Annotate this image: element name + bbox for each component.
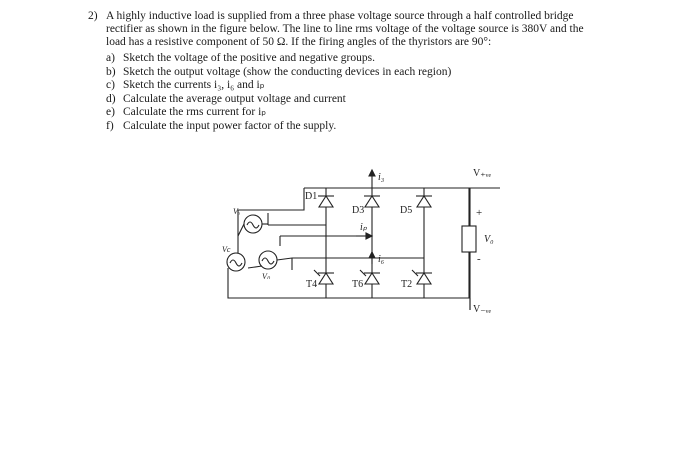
label-t2: T2 — [401, 279, 413, 290]
label-vminus: V₋ᵥₑ — [473, 304, 492, 315]
question-line: load has a resistive component of 50 Ω. If the firing angles of the thyristors are 90°: — [106, 36, 492, 48]
diode-d1 — [318, 196, 334, 207]
diode-d3 — [364, 196, 380, 207]
load-resistor — [462, 226, 476, 252]
label-vo: V₀ — [484, 234, 494, 245]
label-i3: i₃ — [378, 172, 385, 183]
diode-d5 — [416, 196, 432, 207]
label-t4: T4 — [306, 279, 318, 290]
question-line: rectifier as shown in the figure below. The line to line rms voltage of the voltage source is 380V and the — [106, 23, 584, 35]
label-i6: i₆ — [378, 254, 385, 265]
label-d3: D3 — [352, 205, 365, 216]
part-b: b) Sketch the output voltage (show the conducting devices in each region) — [106, 65, 452, 78]
label-vb: Vₙ — [262, 272, 271, 281]
part-f: f) Calculate the input power factor of the supply. — [106, 119, 337, 132]
part-c: c) Sketch the currents i₃, i₆ and iₚ — [106, 79, 265, 92]
label-d1: D1 — [305, 191, 318, 202]
question-line: A highly inductive load is supplied from a three phase voltage source through a half controlled bridge — [106, 10, 574, 22]
part-a: a) Sketch the voltage of the positive and negative groups. — [106, 52, 375, 64]
label-d5: D5 — [400, 205, 413, 216]
source-va — [238, 215, 268, 236]
label-minus: - — [477, 253, 481, 265]
question-number: 2) — [88, 10, 98, 22]
label-vplus: V₊ᵥₑ — [473, 168, 492, 179]
label-plus: + — [476, 207, 483, 219]
i3-arrow — [369, 170, 375, 188]
part-e: e) Calculate the rms current for iₚ — [106, 106, 267, 119]
source-vb — [248, 251, 292, 269]
thyristor-t2 — [412, 270, 432, 284]
part-d: d) Calculate the average output voltage and current — [106, 92, 346, 105]
label-t6: T6 — [352, 279, 364, 290]
label-vc: Vc — [222, 245, 231, 254]
label-ib: iₚ — [360, 222, 368, 233]
label-va: Vₐ — [233, 207, 241, 216]
